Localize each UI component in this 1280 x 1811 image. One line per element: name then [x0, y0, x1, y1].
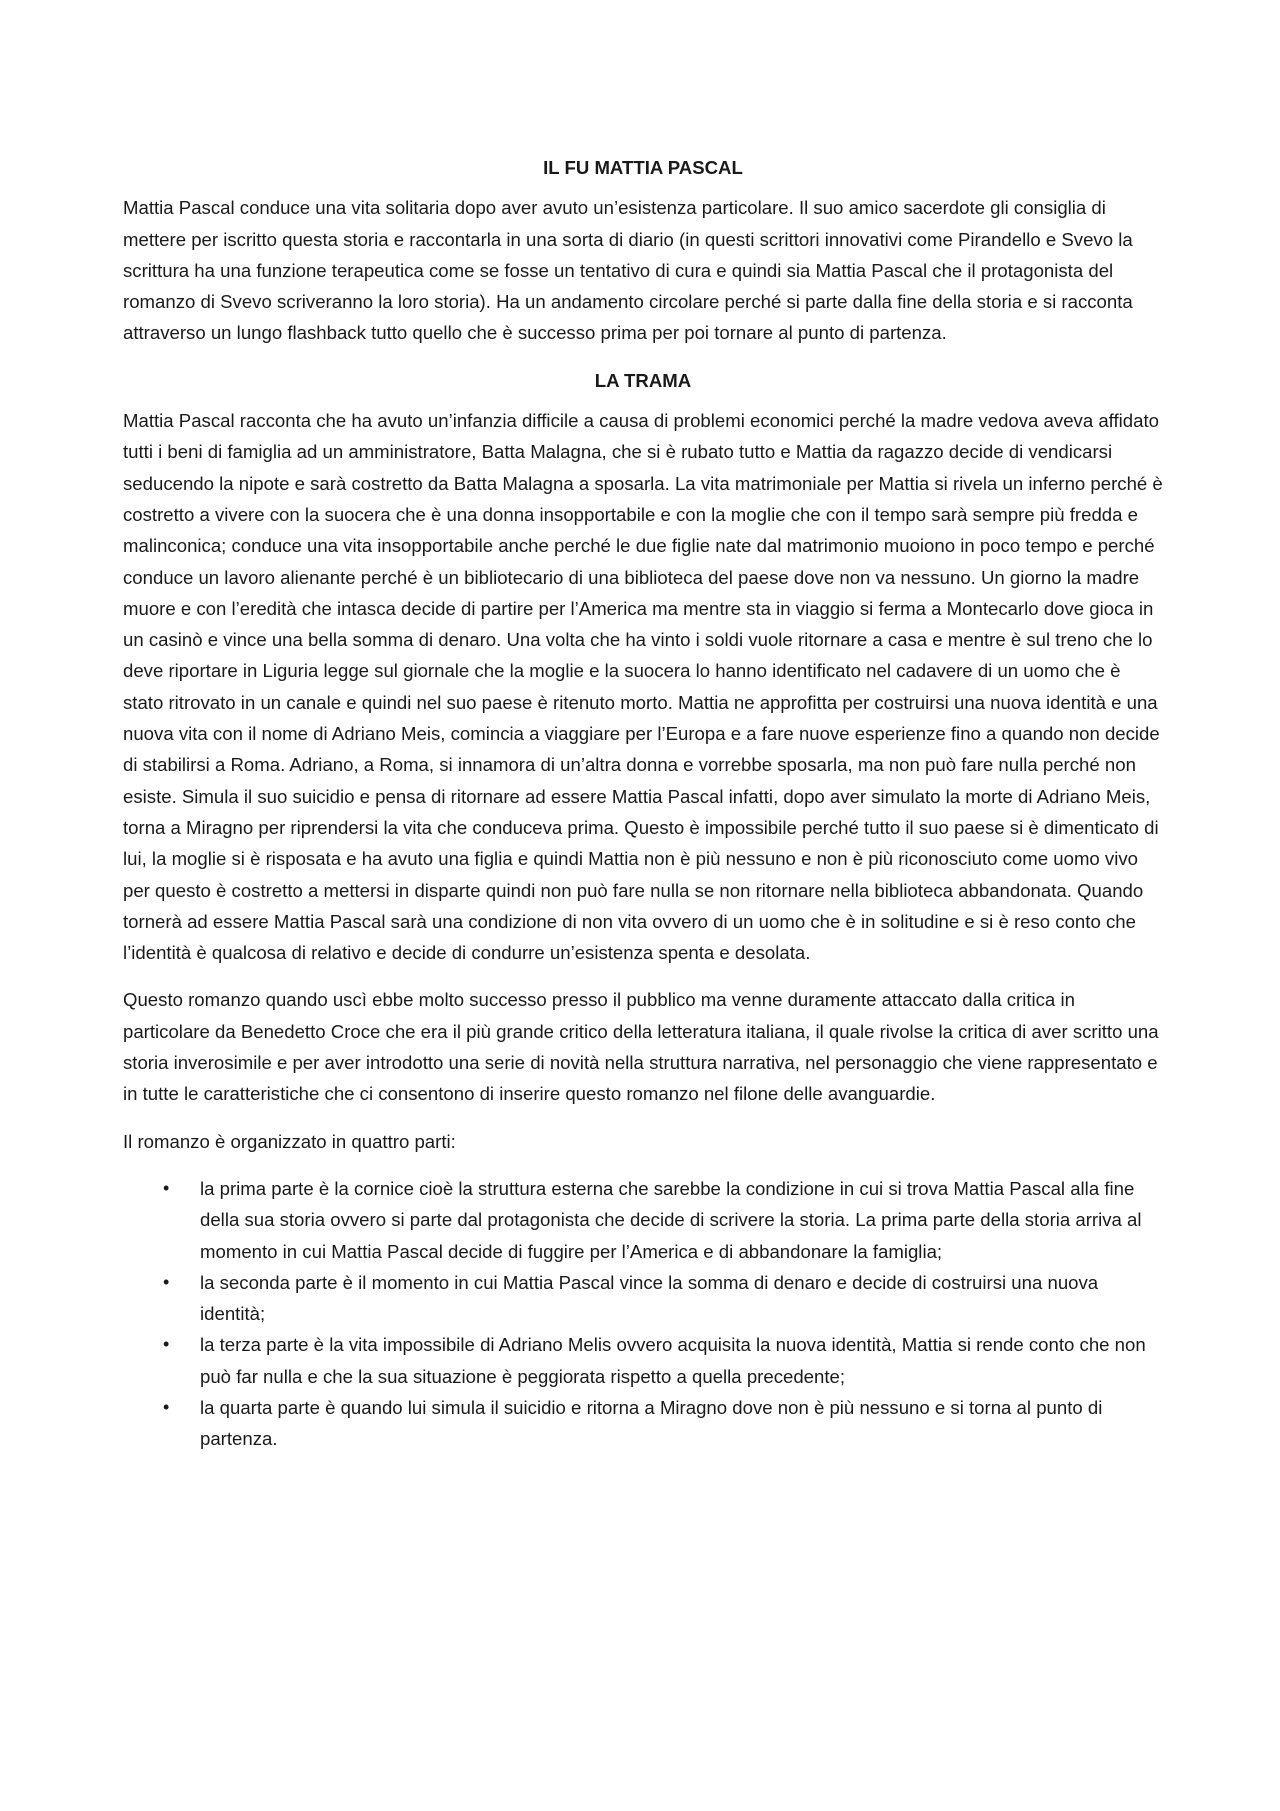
list-item-text: la terza parte è la vita impossibile di Adriano Melis ovvero acquisita la nuova identità, Mattia si rende conto che non può far nulla e che la sua situazione è peggiorata rispetto a quella precedente; [200, 1334, 1146, 1387]
intro-paragraph: Mattia Pascal conduce una vita solitaria dopo aver avuto un’esistenza particolare. Il suo amico sacerdote gli consiglia di mettere per iscritto questa storia e raccontarla in una sorta di diario (in questi scrittori innovativi come Pirandello e Svevo la scrittura ha una funzione terapeutica come se fosse un tentativo di cura e quindi sia Mattia Pascal che il protagonista del romanzo di Svevo scriveranno la loro storia). Ha un andamento circolare perché si parte dalla fine della storia e si racconta attraverso un lungo flashback tutto quello che è successo prima per poi tornare al punto di partenza. [123, 197, 1133, 344]
list-item [123, 1173, 1163, 1267]
bullet-icon: • [163, 1396, 170, 1417]
document-body [123, 152, 1163, 1455]
bullet-icon: • [163, 1177, 170, 1198]
list-item-text: la prima parte è la cornice cioè la struttura esterna che sarebbe la condizione in cui si trova Mattia Pascal alla fine della sua storia ovvero si parte dal protagonista che decide di scrivere la storia. La prima parte della storia arriva al momento in cui Mattia Pascal decide di fuggire per l’America e di abbandonare la famiglia; [200, 1177, 1142, 1262]
list-item-text: la quarta parte è quando lui simula il suicidio e ritorna a Miragno dove non è più nessuno e si torna al punto di partenza. [200, 1396, 1103, 1450]
list-item-text: la seconda parte è il momento in cui Mattia Pascal vince la somma di denaro e decide di costruirsi una nuova identità; [200, 1271, 1099, 1325]
list-item [123, 1267, 1163, 1330]
plot-paragraph: Mattia Pascal racconta che ha avuto un’infanzia difficile a causa di problemi economici perché la madre vedova aveva affidato tutti i beni di famiglia ad un amministratore, Batta Malagna, che si è rubato tutto e Mattia da ragazzo decide di vendicarsi seducendo la nipote e sarà costretto da Batta Malagna a sposarla. La vita matrimoniale per Mattia si rivela un inferno perché è costretto a vivere con la suocera che è una donna insopportabile e con la moglie che con il tempo sarà sempre più fredda e malinconica; conduce una vita insopportabile anche perché le due figlie nate dal matrimonio muoiono in poco tempo e perché conduce un lavoro alienante perché è un bibliotecario di una biblioteca del paese dove non va nessuno. Un giorno la madre muore e con l’eredità che intasca decide di partire per l’America ma mentre sta in viaggio si ferma a Montecarlo dove gioca in un casinò e vince una bella somma di denaro. Una volta che ha vinto i soldi vuole ritornare a casa e mentre è sul treno che lo deve riportare in Liguria legge sul giornale che la moglie e la suocera lo hanno identificato nel cadavere di un uomo che è stato ritrovato in un canale e quindi nel suo paese è ritenuto morto. Mattia ne approfitta per costruirsi una nuova identità e una nuova vita con il nome di Adriano Meis, comincia a viaggiare per l’Europa e a fare nuove esperienze fino a quando non decide di stabilirsi a Roma. Adriano, a Roma, si innamora di un’altra donna e vorrebbe sposarla, ma non può fare nulla perché non esiste. Simula il suo suicidio e pensa di ritornare ad essere Mattia Pascal infatti, dopo aver simulato la morte di Adriano Meis, torna a Miragno per riprendersi la vita che conduceva prima. Questo è impossibile perché tutto il suo paese si è dimenticato di lui, la moglie si è risposata e ha avuto una figlia e quindi Mattia non è più nessuno e non è più riconosciuto come uomo vivo per questo è costretto a mettersi in disparte quindi non può fare nulla se non ritornare nella biblioteca abbandonata. Quando tornerà ad essere Mattia Pascal sarà una condizione di non vita ovvero di un uomo che è in solitudine e si è reso conto che l’identità è qualcosa di relativo e decide di condurre un’esistenza spenta e desolata. [123, 410, 1163, 964]
bullet-icon: • [163, 1334, 170, 1355]
section-title-trama: LA TRAMA [594, 369, 692, 391]
document-title: IL FU MATTIA PASCAL [543, 157, 743, 178]
list-item [123, 1329, 1163, 1392]
list-item [123, 1392, 1163, 1455]
bullet-icon: • [163, 1271, 170, 1292]
structure-intro: Il romanzo è organizzato in quattro parti: [123, 1130, 456, 1152]
parts-list [123, 1173, 1163, 1455]
reception-paragraph: Questo romanzo quando uscì ebbe molto successo presso il pubblico ma venne duramente attaccato dalla critica in particolare da Benedetto Croce che era il più grande critico della letteratura italiana, il quale rivolse la critica di aver scritto una storia inverosimile e per aver introdotto una serie di novità nella struttura narrativa, nel personaggio che viene rappresentato e in tutte le caratteristiche che ci consentono di inserire questo romanzo nel filone delle avanguardie. [123, 989, 1159, 1105]
